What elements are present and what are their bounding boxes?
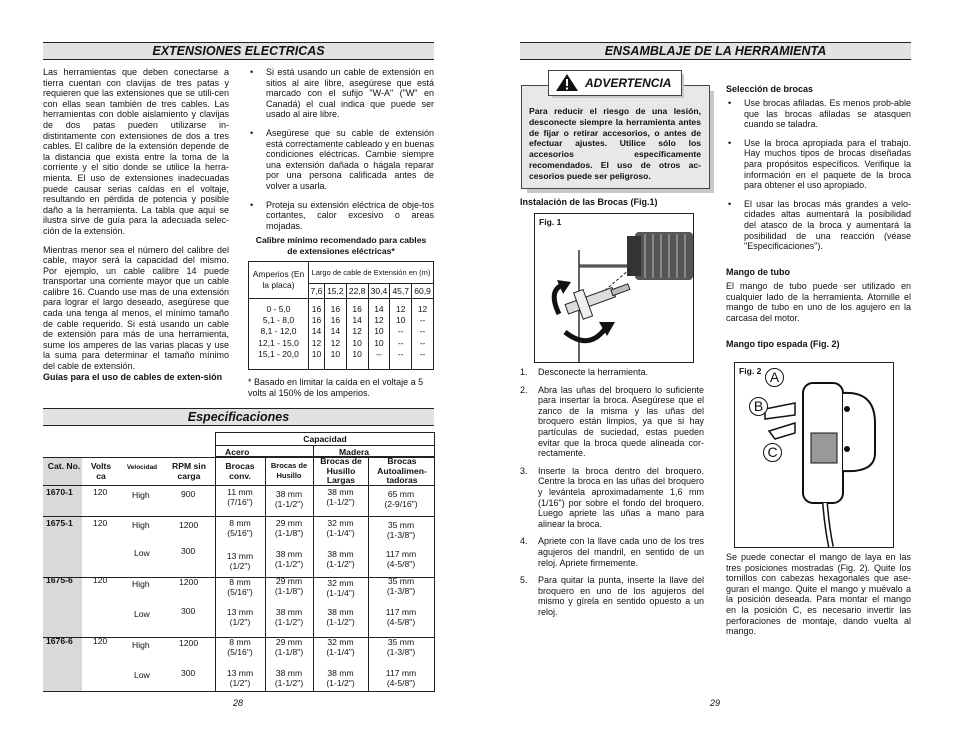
gauge-value: -- <box>419 315 426 326</box>
spec-table <box>43 432 435 692</box>
spec-autoalim-header: Brocas Autoalimen-tadoras <box>377 456 427 485</box>
gauge-value: 10 <box>395 315 406 326</box>
spec-volts-header: Volts ca <box>90 461 112 481</box>
spec-conv: 13 mm (1/2") <box>226 607 254 627</box>
seleccion-bullets <box>726 98 911 260</box>
figure-1-label: Fig. 1 <box>539 217 562 227</box>
spec-larg: 38 mm (1-1/2") <box>326 607 355 627</box>
gauge-gauge-column <box>346 299 368 370</box>
mango-laya-text: Se puede conectar el mango de laya en las tres posiciones mostradas (Fig. 2). Quite los tornillos con cabezas hexagonales que ase-guran el mango. Quite el mango y muévalo a la posición deseada. Para montar el mango en la posición C, es necesario invertir las perforaciones de montaje, dando vuelta al mango. <box>726 552 911 637</box>
spec-cat-no: 1670-1 <box>46 487 73 497</box>
spec-conv: 13 mm (1/2") <box>226 551 254 571</box>
spec-volts: 120 <box>93 575 108 585</box>
spec-vel: Low <box>134 609 150 619</box>
gauge-value: 14 <box>352 315 362 326</box>
gauge-value: 14 <box>330 326 341 337</box>
gauge-length-cell: 45,7 <box>390 284 412 299</box>
install-step: 4. Apriete con la llave cada uno de los tres agujeros del mandril, en sentido de un reloj. Apriete firmemente. <box>520 536 704 568</box>
spec-auto: 65 mm (2-9/16") <box>384 489 418 509</box>
spec-hus: 38 mm (1-1/2") <box>274 549 304 569</box>
section-header-extensiones: EXTENSIONES ELECTRICAS <box>43 42 434 60</box>
gauge-value: 10 <box>374 337 384 348</box>
spec-capacidad-header: Capacidad <box>303 434 347 444</box>
spec-rpm: 300 <box>181 546 196 556</box>
spec-vel: Low <box>134 670 150 680</box>
spec-hus: 38 mm (1-1/2") <box>274 489 304 509</box>
spec-acero-header: Acero <box>225 447 250 457</box>
spec-larg: 32 mm (1-1/4") <box>326 578 355 598</box>
spec-auto: 117 mm (4-5/8") <box>385 607 417 627</box>
gauge-amps-value: 0 - 5,0 <box>266 304 291 314</box>
gauge-value: 16 <box>311 304 322 314</box>
spec-madera-header: Madera <box>339 447 370 457</box>
spec-hus: 38 mm (1-1/2") <box>274 668 304 688</box>
page-number-left: 28 <box>233 698 244 708</box>
gauge-amps-column <box>249 299 309 370</box>
spec-rpm: 300 <box>181 668 196 678</box>
gauge-value: 14 <box>374 304 384 314</box>
spec-cat-header: Cat. No. <box>47 461 81 471</box>
seleccion-bullet: • Use brocas afiladas. Es menos prob-able que las brocas afiladas se atasquen cuando se taladra. <box>726 98 911 130</box>
spec-volts: 120 <box>93 487 108 497</box>
gauge-table-title: Calibre mínimo recomendado para cables de extensiones eléctricas* <box>255 235 427 256</box>
extension-guide-heading: Guías para el uso de cables de exten-sión <box>43 371 223 382</box>
gauge-value: -- <box>419 348 426 359</box>
install-title: Instalación de las Brocas (Fig.1) <box>520 197 658 207</box>
spec-larg: 38 mm (1-1/2") <box>326 487 355 507</box>
position-c-marker: C <box>763 443 782 462</box>
spec-larg: 38 mm (1-1/2") <box>326 668 355 688</box>
gauge-value: 10 <box>352 348 362 359</box>
spec-rpm: 1200 <box>179 577 199 587</box>
spec-largas-header: Brocas de Husillo Largas <box>320 456 362 485</box>
gauge-length-header: Largo de cable de Extensión en (m) <box>309 262 434 284</box>
spec-rpm: 300 <box>181 606 196 616</box>
gauge-value: 10 <box>330 348 341 359</box>
chuck-key-illustration <box>535 214 693 362</box>
warning-title: ADVERTENCIA <box>585 76 672 90</box>
gauge-amperes-header: Amperios (En la placa) <box>249 262 309 299</box>
spec-conv: 11 mm (7/16") <box>227 487 253 507</box>
gauge-length-cell: 15,2 <box>324 284 346 299</box>
gauge-value: -- <box>419 326 426 337</box>
gauge-gauge-column <box>412 299 434 370</box>
figure-1 <box>534 213 694 363</box>
spec-auto: 117 mm (4-5/8") <box>385 668 417 688</box>
gauge-value: 12 <box>311 337 322 348</box>
gauge-value: -- <box>397 337 404 348</box>
position-a-marker: A <box>765 368 784 387</box>
gauge-gauge-column <box>368 299 390 370</box>
mango-tubo-text: El mango de tubo puede ser utilizado en cualquier lado de la herramienta. Atornille el mango de tubo en uno de los agujero en la carcasa del motor. <box>726 281 911 323</box>
install-step: 2. Abra las uñas del broquero lo suficiente para insertar la broca. Asegúrese que el zanco de la misma y las uñas del broquero están limpios, ya que si hay partículas de suciedad, estas pueden evitar que la broca quede alineada cor-rectamente. <box>520 384 704 459</box>
warning-text: Para reducir el riesgo de una lesión, desconecte siempre la herramienta antes de fijar o retirar accesorios, o antes de efectuar ajustes. Utilice sólo los accesorios específicamente recomendados. El uso de otros ac-cesorios puede ser peligroso. <box>529 106 701 181</box>
gauge-value: 14 <box>311 326 322 337</box>
seleccion-title: Selección de brocas <box>726 84 814 94</box>
seleccion-bullet: • Use la broca apropiada para el trabajo. Hay muchos tipos de brocas diseñadas para propósitos específicos. Verifique la información en el paquete de la broca para obtener el uso apropiado. <box>726 138 911 191</box>
spec-rpm: 1200 <box>179 638 199 648</box>
gauge-length-cell: 22,8 <box>346 284 368 299</box>
spec-auto: 35 mm (1-3/8") <box>386 637 416 657</box>
spade-handle-illustration <box>735 363 893 547</box>
spec-husillo-header: Brocas de Husillo <box>270 461 308 480</box>
spec-conv: 8 mm (5/16") <box>227 577 253 597</box>
mango-espada-title: Mango tipo espada (Fig. 2) <box>726 339 840 349</box>
spec-auto: 35 mm (1-3/8") <box>386 520 416 540</box>
spec-conv: 8 mm (5/16") <box>227 518 253 538</box>
section-header-especificaciones: Especificaciones <box>43 408 434 426</box>
extension-bullet: • Si está usando un cable de extensión en sitios al aire libre, asegúrese que está marcado con el sufijo "W-A" ("W" en Canadá) el cual indica que puede ser usado al aire libre. <box>248 67 434 120</box>
gauge-amps-value: 15,1 - 20,0 <box>258 348 299 359</box>
warning-triangle-icon <box>555 73 579 92</box>
spec-vel: High <box>132 490 150 500</box>
position-b-marker: B <box>749 397 768 416</box>
spec-volts: 120 <box>93 518 108 528</box>
gauge-gauge-column <box>309 299 325 370</box>
gauge-length-cell: 60,9 <box>412 284 434 299</box>
extension-bullet: • Proteja su extensión eléctrica de obje-tos cortantes, calor excesivo o areas mojadas. <box>248 200 434 232</box>
install-step: 1. Desconecte la herramienta. <box>520 367 649 377</box>
figure-2-label: Fig. 2 <box>739 366 762 376</box>
gauge-value: 12 <box>330 337 341 348</box>
gauge-table <box>248 261 434 370</box>
gauge-value: 16 <box>311 315 322 326</box>
gauge-value: 12 <box>417 304 428 314</box>
spec-rpm-header: RPM sin carga <box>172 461 206 481</box>
gauge-value: 12 <box>395 304 406 314</box>
spec-larg: 32 mm (1-1/4") <box>326 637 355 657</box>
spec-cat-no: 1676-6 <box>46 636 73 646</box>
spec-larg: 38 mm (1-1/2") <box>326 549 355 569</box>
mango-tubo-title: Mango de tubo <box>726 267 790 277</box>
spec-rpm: 1200 <box>179 520 199 530</box>
gauge-value: 16 <box>330 304 341 314</box>
spec-auto: 35 mm (1-3/8") <box>386 576 416 596</box>
gauge-value: 12 <box>374 315 384 326</box>
gauge-amps-value: 8,1 - 12,0 <box>260 326 297 337</box>
spec-cat-no: 1675-6 <box>46 575 73 585</box>
extension-bullet-list <box>248 67 434 239</box>
spec-cat-no: 1675-1 <box>46 518 73 528</box>
install-step: 3. Inserte la broca dentro del broquero. Centre la broca en las uñas del broquero y levántela aproximadamente 1,6 mm (1/16") por sobre el fondo del broquero. Luego apriete las uñas a mano para alinear la broca. <box>520 465 704 529</box>
gauge-length-cell: 7,6 <box>309 284 325 299</box>
section-header-ensamblaje: ENSAMBLAJE DE LA HERRAMIENTA <box>520 42 911 60</box>
spec-hus: 29 mm (1-1/8") <box>274 518 304 538</box>
gauge-value: 16 <box>352 304 362 314</box>
gauge-value: -- <box>419 337 426 348</box>
install-step: 5. Para quitar la punta, inserte la llave del broquero en uno de los agujeros del mismo y gírela en sentido opuesto a un reloj. <box>520 575 704 617</box>
gauge-table-footnote: * Basado en limitar la caída en el voltaje a 5 volts al 150% de los amperios. <box>248 377 424 398</box>
spec-hus: 38 mm (1-1/2") <box>274 607 304 627</box>
spec-auto: 117 mm (4-5/8") <box>385 549 417 569</box>
extension-bullet: • Asegúrese que su cable de extensión está correctamente cableado y en buenas condiciones eléctricas. Cambie siempre una extensión dañada o hágala reparar por una persona calificada antes de volver a usarla. <box>248 128 434 192</box>
extension-intro-column <box>43 67 229 382</box>
spec-vel: High <box>132 520 150 530</box>
gauge-value: 12 <box>352 326 362 337</box>
gauge-amps-value: 12,1 - 15,0 <box>258 337 299 348</box>
gauge-gauge-column <box>390 299 412 370</box>
spec-conv-header: Brocas conv. <box>225 461 255 481</box>
spec-conv: 13 mm (1/2") <box>226 668 254 688</box>
spec-vel-header: Velocidad <box>126 464 158 471</box>
gauge-amps-value: 5,1 - 8,0 <box>262 315 295 326</box>
spec-larg: 32 mm (1-1/4") <box>326 518 355 538</box>
gauge-value: 10 <box>352 337 362 348</box>
spec-vel: High <box>132 640 150 650</box>
gauge-value: 10 <box>311 348 322 359</box>
spec-volts: 120 <box>93 636 108 646</box>
gauge-value: 10 <box>374 326 384 337</box>
spec-vel: Low <box>134 548 150 558</box>
gauge-value: 16 <box>330 315 341 326</box>
extension-paragraph-1: Las herramientas que deben conectarse a tierra cuentan con clavijas de tres patas y requieren que las extensiones que se utili-cen con ellas sean también de tres cables. Las herramientas con doble aislamiento y clavijas de dos patas pueden utilizarse in-distintamente con extensiones de dos a tres cables. El calibre de la extensión depende de la distancia que exista entre la toma de la corriente y el sitio donde se utilice la herra-mienta. El uso de extensiones inadecuadas puede causar serias caídas en el voltaje, resultando en pérdida de potencia y posible daño a la herramienta. La tabla que aquí se ilustra sirve de guía para la adecuada selec-ción de la extensión. <box>43 67 229 236</box>
extension-paragraph-2: Mientras menor sea el número del calibre del cable, mayor será la capacidad del mismo. Por ejemplo, un cable calibre 14 puede transportar una corriente mayor que un cable calibre 16. Cuando use mas de una extensión para lograr el largo deseado, asegúrese que cada una tenga al menos, el mínimo tamaño de cable requerido. Si está usando un cable de extensión para más de una herramienta, sume los amperes de las varias placas y use la suma para determinar el tamaño mínimo del cable de extensión. <box>43 244 229 372</box>
seleccion-bullet: • El usar las brocas más grandes a velo-cidades altas aumentará la posibilidad del atasco de la broca y aumentará la posibilidad de una reacción (véase "Especificaciones"). <box>726 199 911 252</box>
gauge-gauge-column <box>324 299 346 370</box>
install-steps <box>520 367 704 624</box>
spec-rpm: 900 <box>181 489 196 499</box>
spec-conv: 8 mm (5/16") <box>227 637 253 657</box>
gauge-length-cell: 30,4 <box>368 284 390 299</box>
gauge-value: -- <box>397 326 404 337</box>
spec-hus: 29 mm (1-1/8") <box>274 576 304 596</box>
gauge-value: -- <box>397 348 404 359</box>
page-number-right: 29 <box>710 698 721 708</box>
spec-hus: 29 mm (1-1/8") <box>274 637 304 657</box>
gauge-value: -- <box>376 348 382 359</box>
figure-2 <box>734 362 894 548</box>
spec-vel: High <box>132 579 150 589</box>
